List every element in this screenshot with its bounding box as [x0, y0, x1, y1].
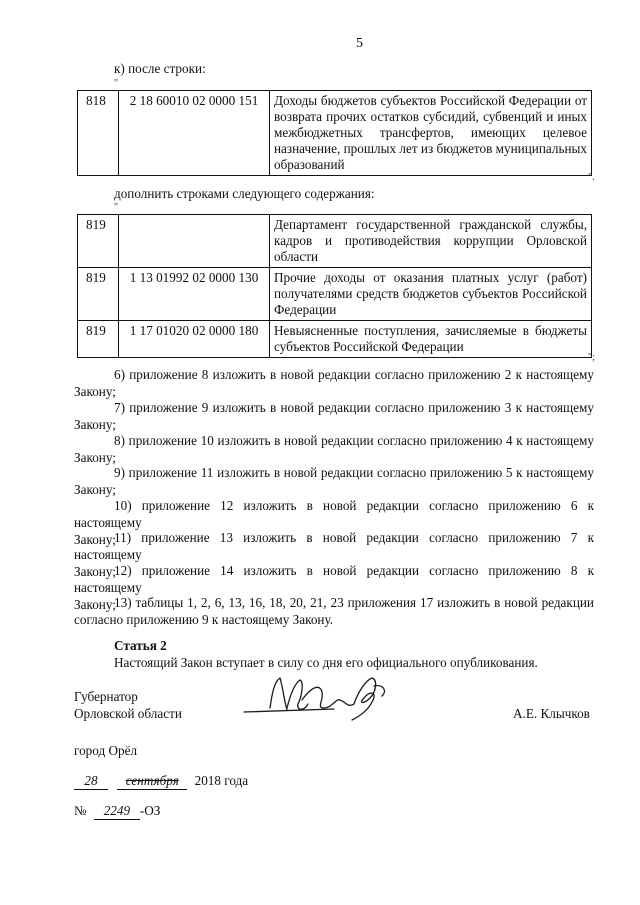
list-item: 11) приложение 13 изложить в новой редакции согласно приложению 7 к настоящему Закону; [74, 530, 594, 579]
row-kbk-cell: 1 17 01020 02 0000 180 [119, 321, 270, 358]
row-kbk-cell [119, 215, 270, 268]
signer-position-line1: Губернатор [74, 689, 138, 704]
table-section-add [77, 214, 592, 358]
number-suffix: -ОЗ [139, 803, 161, 818]
list-item: 13) таблицы 1, 2, 6, 13, 16, 18, 20, 21, 23 приложения 17 изложить в новой редакции согласно приложению 9 к настоящему Закону. [74, 595, 594, 627]
handwritten-signature [242, 668, 392, 726]
number-prefix: № [74, 803, 87, 818]
number-value: 2249 [94, 802, 140, 820]
city: город Орёл [74, 743, 138, 758]
table-row [78, 91, 592, 176]
table-row [78, 215, 592, 268]
article-text: Настоящий Закон вступает в силу со дня его официального опубликования. [114, 655, 538, 670]
document-number [74, 802, 160, 820]
date-month: сентября [117, 772, 187, 790]
signer-name: А.Е. Клычков [513, 706, 590, 721]
signer-position-line2: Орловской области [74, 706, 182, 721]
row-code-cell: 819 [78, 321, 119, 358]
date-day: 28 [74, 772, 108, 790]
page-number: 5 [356, 36, 363, 51]
list-item: 12) приложение 14 изложить в новой редакции согласно приложению 8 к настоящему Закону; [74, 563, 594, 612]
open-quote: " [114, 202, 119, 213]
list-item: 9) приложение 11 изложить в новой редакции согласно приложению 5 к настоящему Закону; [74, 465, 594, 497]
close-quote: "; [588, 352, 595, 363]
row-code-cell: 818 [78, 91, 119, 176]
row-code-cell: 819 [78, 215, 119, 268]
date-year: 2018 года [194, 773, 249, 788]
list-item: 6) приложение 8 изложить в новой редакции согласно приложению 2 к настоящему Закону; [74, 367, 594, 399]
date-line [74, 772, 248, 790]
list-item: 10) приложение 12 изложить в новой редакции согласно приложению 6 к настоящему Закону; [74, 498, 594, 547]
table-row [78, 321, 592, 358]
row-description-cell: Департамент государственной гражданской службы, кадров и противодействия коррупции Орловской области [270, 215, 592, 268]
row-code-cell: 819 [78, 268, 119, 321]
table-row [78, 268, 592, 321]
close-quote: ". [588, 172, 595, 183]
row-description-cell: Невыясненные поступления, зачисляемые в бюджеты субъектов Российской Федерации [270, 321, 592, 358]
section-add-heading: дополнить строками следующего содержания: [114, 186, 375, 201]
row-kbk-cell: 1 13 01992 02 0000 130 [119, 268, 270, 321]
list-item: 8) приложение 10 изложить в новой редакции согласно приложению 4 к настоящему Закону; [74, 433, 594, 465]
open-quote: " [114, 78, 119, 89]
table-section-k [77, 90, 592, 176]
row-description-cell: Доходы бюджетов субъектов Российской Федерации от возврата прочих остатков субсидий, субвенций и иных межбюджетных трансфертов, имеющих целевое назначение, прошлых лет из бюджетов муниципальных образований [270, 91, 592, 176]
row-description-cell: Прочие доходы от оказания платных услуг (работ) получателями средств бюджетов субъектов Российской Федерации [270, 268, 592, 321]
list-item: 7) приложение 9 изложить в новой редакции согласно приложению 3 к настоящему Закону; [74, 400, 594, 432]
article-title: Статья 2 [114, 638, 167, 653]
row-kbk-cell: 2 18 60010 02 0000 151 [119, 91, 270, 176]
section-k-heading: к) после строки: [114, 61, 206, 76]
